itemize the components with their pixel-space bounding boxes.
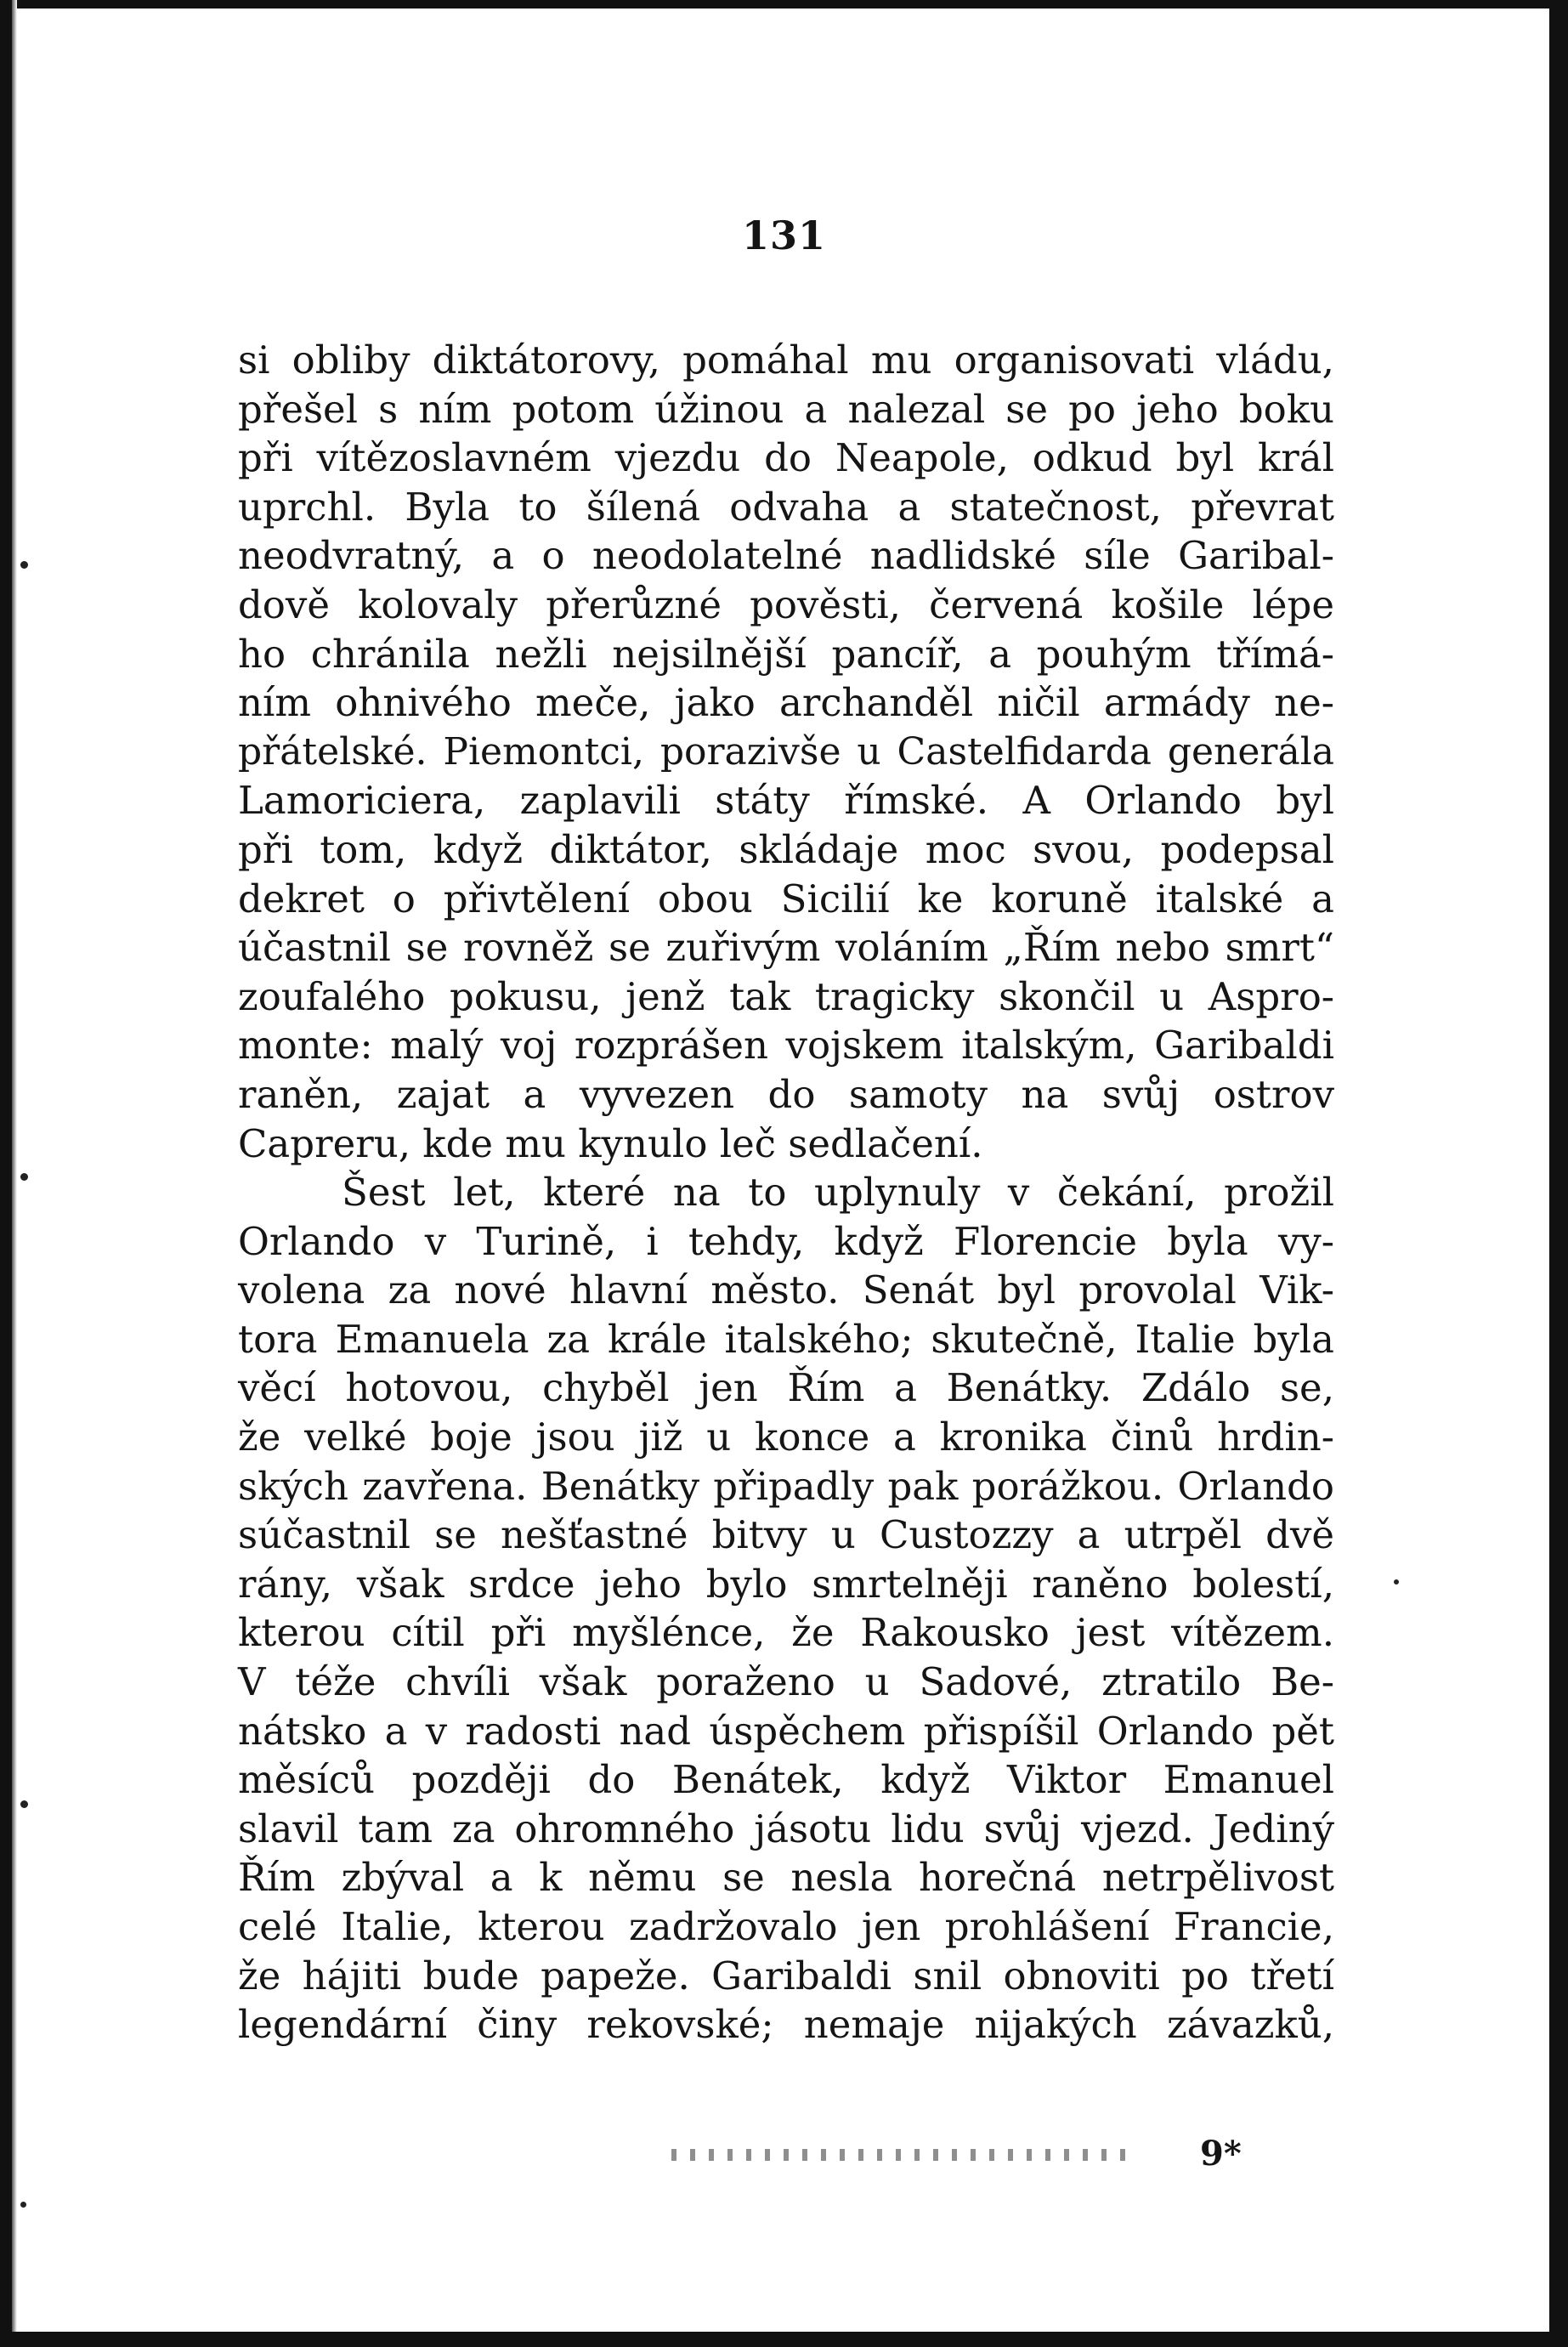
scan-speck [1394, 1579, 1399, 1585]
text-line: při tom, když diktátor, skládaje moc svou, podepsal [238, 826, 1334, 872]
text-line: že hájiti bude papeže. Garibaldi snil obnoviti po třetí [238, 1953, 1334, 1998]
scan-speck [20, 2202, 26, 2208]
scan-noise [671, 2149, 1130, 2161]
text-line: rány, však srdce jeho bylo smrtelněji raněno bolestí, [238, 1561, 1334, 1607]
text-line: Šest let, které na to uplynuly v čekání, prožil [342, 1170, 1334, 1216]
text-line: raněn, zajat a vyvezen do samoty na svůj ostrov [238, 1071, 1334, 1117]
text-line: při vítězoslavném vjezdu do Neapole, odkud byl král [238, 435, 1334, 481]
scan-edge-bottom [0, 2332, 1568, 2347]
text-line: věcí hotovou, chyběl jen Řím a Benátky. Zdálo se, [238, 1365, 1334, 1411]
binding-shadow [12, 0, 17, 2347]
text-line: tora Emanuela za krále italského; skutečně, Italie byla [238, 1316, 1334, 1362]
page-number: 131 [741, 213, 827, 258]
text-line: Lamoriciera, zaplavili státy římské. A Orlando byl [238, 778, 1334, 824]
text-line: Orlando v Turině, i tehdy, když Florencie byla vy- [238, 1218, 1334, 1264]
scan-edge-top [0, 0, 1568, 9]
text-line: celé Italie, kterou zadržovalo jen prohlášení Francie, [238, 1904, 1334, 1949]
text-line: přešel s ním potom úžinou a nalezal se po jeho boku [238, 386, 1334, 432]
text-line: súčastnil se nešťastné bitvy u Custozzy a utrpěl dvě [238, 1512, 1334, 1558]
body-text [238, 336, 1334, 2049]
text-line: si obliby diktátorovy, pomáhal mu organisovati vládu, [238, 337, 1334, 383]
scan-edge-left [0, 0, 12, 2347]
scan-speck [20, 1800, 28, 1808]
text-line: ním ohnivého meče, jako archanděl ničil armády ne- [238, 680, 1334, 726]
scan-speck [20, 561, 28, 569]
text-line: dekret o přivtělení obou Sicilií ke koruně italské a [238, 876, 1334, 921]
scan-speck [20, 1173, 28, 1181]
text-line: nátsko a v radosti nad úspěchem přispíšil Orlando pět [238, 1708, 1334, 1754]
signature-mark: 9* [1200, 2134, 1242, 2174]
text-line: že velké boje jsou již u konce a kronika činů hrdin- [238, 1414, 1334, 1460]
text-line: dově kolovaly přerůzné pověsti, červená košile lépe [238, 581, 1334, 627]
text-line: kterou cítil při myšlénce, že Rakousko jest vítězem. [238, 1610, 1334, 1656]
scan-edge-right [1549, 0, 1568, 2347]
text-line: monte: malý voj rozprášen vojskem italským, Garibaldi [238, 1023, 1334, 1069]
text-line: zoufalého pokusu, jenž tak tragicky skončil u Aspro- [238, 973, 1334, 1019]
text-line: legendární činy rekovské; nemaje nijakých závazků, [238, 2002, 1334, 2048]
text-line: V téže chvíli však poraženo u Sadové, ztratilo Be- [238, 1659, 1334, 1705]
text-line: přátelské. Piemontci, porazivše u Castelfidarda generála [238, 729, 1334, 774]
text-line: Capreru, kde mu kynulo leč sedlačení. [238, 1120, 983, 1166]
text-line: ských zavřena. Benátky připadly pak porážkou. Orlando [238, 1463, 1334, 1509]
text-line: neodvratný, a o neodolatelné nadlidské síle Garibal- [238, 533, 1334, 579]
text-line: ho chránila nežli nejsilnější pancíř, a pouhým třímá- [238, 631, 1334, 677]
text-line: slavil tam za ohromného jásotu lidu svůj vjezd. Jediný [238, 1806, 1334, 1851]
text-line: volena za nové hlavní město. Senát byl provolal Vik- [238, 1267, 1334, 1313]
text-line: uprchl. Byla to šílená odvaha a statečnost, převrat [238, 484, 1334, 530]
text-line: Řím zbýval a k němu se nesla horečná netrpělivost [238, 1855, 1334, 1901]
text-line: účastnil se rovněž se zuřivým voláním „Řím nebo smrt“ [238, 925, 1334, 971]
text-line: měsíců později do Benátek, když Viktor Emanuel [238, 1757, 1334, 1803]
